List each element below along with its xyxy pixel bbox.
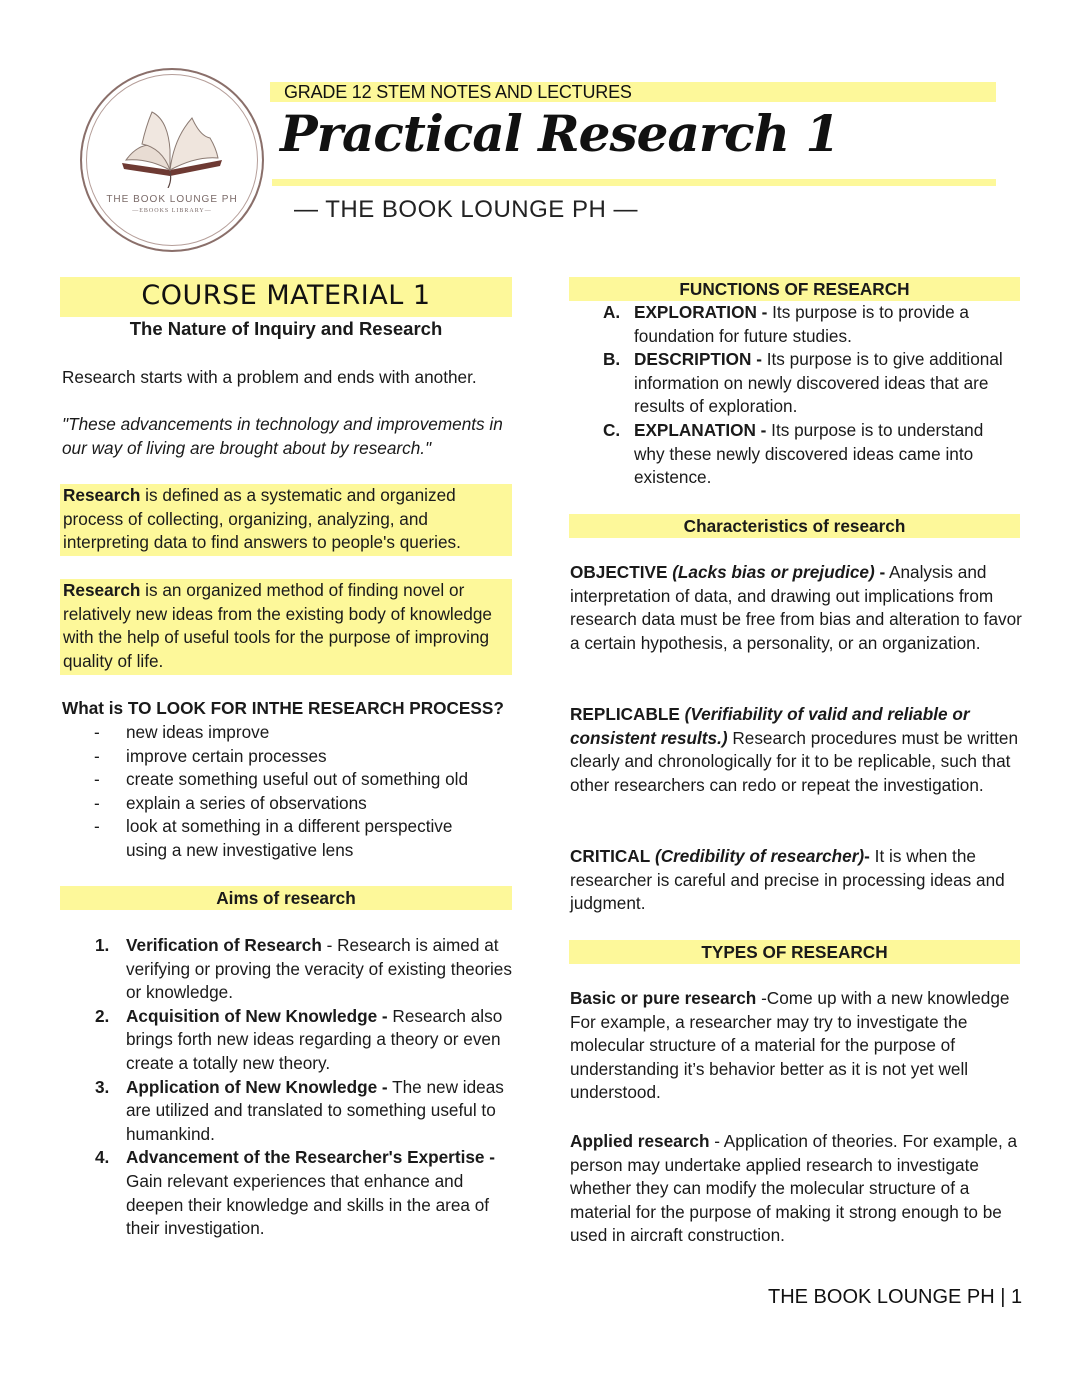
characteristic-replicable: REPLICABLE (Verifiability of valid and reliable or consistent results.) Research procedures must be written clearly and chronologically for it to be replicable, such that other researchers can redo or repeat the investigation. [570, 704, 1019, 795]
aims-list [62, 934, 512, 1241]
logo-name: THE BOOK LOUNGE PH [106, 194, 238, 205]
list-item: - new ideas improve [62, 721, 512, 745]
aims-heading: Aims of research [60, 886, 512, 910]
intro-text: Research starts with a problem and ends with another. [62, 367, 477, 387]
definition-term: Research [63, 485, 141, 505]
function-item: A. EXPLORATION - Its purpose is to provide a foundation for future studies. [603, 302, 969, 346]
definition-1 [60, 484, 512, 556]
definition-2 [60, 579, 512, 675]
aim-item: 4. Advancement of the Researcher's Expertise - Gain relevant experiences that enhance and deepen their knowledge and skills in the area of their investigation. [95, 1147, 495, 1239]
page-subtitle: — THE BOOK LOUNGE PH — [294, 196, 638, 223]
characteristics-heading: Characteristics of research [569, 514, 1020, 538]
aim-item: 1. Verification of Research - Research is aimed at verifying or proving the veracity of existing theories or knowledge. [95, 935, 512, 1003]
functions-heading: FUNCTIONS OF RESEARCH [569, 277, 1020, 301]
open-book-icon [112, 108, 232, 188]
type-applied-research: Applied research - Application of theories. For example, a person may undertake applied research to investigate whether they can modify the molecular structure of a material for the purpose of making it strong enough to be used in aircraft construction. [570, 1131, 1018, 1246]
title-underline-band [272, 179, 996, 186]
look-for-list [62, 721, 512, 863]
look-for-heading: What is TO LOOK FOR INTHE RESEARCH PROCESS? [62, 698, 504, 718]
type-basic-research: Basic or pure research -Come up with a new knowledge For example, a researcher may try to investigate the molecular structure of a material for the purpose of understanding it’s behavior better as it is not yet well understood. [570, 988, 1010, 1103]
course-title: COURSE MATERIAL 1 [141, 280, 431, 311]
list-item: - look at something in a different perspective using a new investigative lens [62, 815, 512, 862]
course-subtitle: The Nature of Inquiry and Research [129, 318, 443, 339]
definition-text: is defined as a systematic and organized process of collecting, organizing, analyzing, and interpreting data to find answers to people's queries. [63, 485, 461, 553]
list-item: - explain a series of observations [62, 792, 512, 816]
function-item: C. EXPLANATION - Its purpose is to understand why these newly discovered ideas came into existence. [603, 419, 984, 488]
function-item: B. DESCRIPTION - Its purpose is to give additional information on newly discovered ideas that are results of exploration. [603, 349, 1003, 417]
quote-text: "These advancements in technology and improvements in our way of living are brought about by research." [62, 414, 503, 458]
characteristic-critical: CRITICAL (Credibility of researcher)- It is when the researcher is careful and precise in processing ideas and judgment. [570, 846, 1005, 914]
logo [80, 68, 264, 252]
page-title: Practical Research 1 [280, 104, 840, 163]
grade-label: GRADE 12 STEM NOTES AND LECTURES [284, 82, 632, 102]
logo-tagline: —EBOOKS LIBRARY— [132, 208, 212, 214]
functions-list [570, 301, 1010, 490]
page-footer: THE BOOK LOUNGE PH | 1 [768, 1286, 1023, 1308]
characteristic-objective: OBJECTIVE (Lacks bias or prejudice) - Analysis and interpretation of data, and drawing out implications from research data must be free from bias and alteration to favor a certain hypothesis, a personality, or an organization. [570, 562, 1022, 653]
types-heading: TYPES OF RESEARCH [569, 940, 1020, 964]
aim-item: 3. Application of New Knowledge - The new ideas are utilized and translated to something useful to humankind. [95, 1076, 504, 1144]
list-item: - improve certain processes [62, 745, 512, 769]
definition-term: Research [63, 580, 141, 600]
aim-item: 2. Acquisition of New Knowledge - Research also brings forth new ideas regarding a theory or even create a totally new theory. [95, 1005, 503, 1073]
list-item: - create something useful out of something old [62, 768, 512, 792]
definition-text: is an organized method of finding novel or relatively new ideas from the existing body of knowledge with the help of useful tools for the purpose of improving quality of life. [63, 580, 492, 671]
